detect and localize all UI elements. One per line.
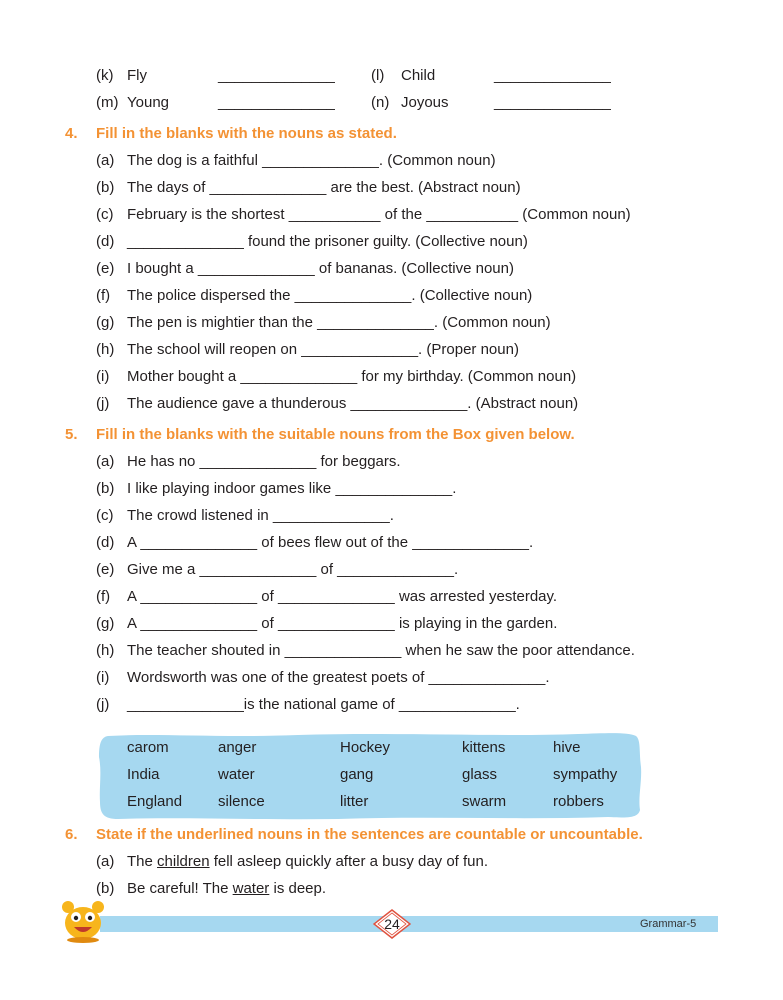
item-text: The dog is a faithful ______________. (Common noun) — [127, 152, 496, 169]
item-label: (j) — [96, 696, 110, 713]
box-word: glass — [462, 766, 498, 783]
item-label: (i) — [96, 669, 110, 686]
answer-blank: ______________ — [218, 67, 335, 84]
item-label: (k) — [96, 67, 114, 84]
box-word: England — [127, 793, 183, 810]
section-number: 5. — [65, 426, 78, 443]
item-label: (b) — [96, 179, 115, 196]
item-text — [127, 852, 488, 872]
item-word: Joyous — [401, 94, 449, 111]
item-text: ______________is the national game of ______________. — [127, 696, 520, 713]
item-text: The police dispersed the ______________. (Collective noun) — [127, 287, 533, 304]
item-label: (l) — [371, 67, 385, 84]
item-label: (g) — [96, 314, 115, 331]
item-label: (c) — [96, 206, 114, 223]
box-word: swarm — [462, 793, 507, 810]
item-text: I like playing indoor games like ______________. — [127, 480, 457, 497]
answer-blank: ______________ — [494, 67, 611, 84]
item-word: Young — [127, 94, 169, 111]
item-label: (j) — [96, 395, 110, 412]
item-label: (a) — [96, 152, 115, 169]
item-text: The school will reopen on ______________. (Proper noun) — [127, 341, 519, 358]
item-label: (e) — [96, 561, 115, 578]
box-word: Hockey — [340, 739, 391, 756]
item-label: (m) — [96, 94, 119, 111]
item-label: (a) — [96, 453, 115, 470]
item-text: A ______________ of ______________ is playing in the garden. — [127, 615, 558, 632]
item-text: The audience gave a thunderous ______________. (Abstract noun) — [127, 395, 579, 412]
item-label: (e) — [96, 260, 115, 277]
item-label: (b) — [96, 480, 115, 497]
item-label: (g) — [96, 615, 115, 632]
item-text: I bought a ______________ of bananas. (Collective noun) — [127, 260, 514, 277]
item-label: (a) — [96, 853, 115, 870]
item-word: Child — [401, 67, 436, 84]
item-text: Give me a ______________ of ______________. — [127, 561, 459, 578]
item-label: (d) — [96, 233, 115, 250]
item-text: Mother bought a ______________ for my birthday. (Common noun) — [127, 368, 577, 385]
item-label: (h) — [96, 341, 115, 358]
text-before: The — [127, 853, 158, 870]
item-text — [127, 879, 326, 899]
box-word: silence — [218, 793, 265, 810]
answer-blank: ______________ — [494, 94, 611, 111]
word-box — [98, 732, 642, 820]
item-text: A ______________ of bees flew out of the ______________. — [127, 534, 534, 551]
item-label: (f) — [96, 287, 111, 304]
item-label: (n) — [371, 94, 390, 111]
item-label: (i) — [96, 368, 110, 385]
box-word: robbers — [553, 793, 604, 810]
item-text: The teacher shouted in ______________ when he saw the poor attendance. — [127, 642, 635, 659]
item-label: (b) — [96, 880, 115, 897]
box-word: sympathy — [553, 766, 618, 783]
box-word: gang — [340, 766, 374, 783]
box-word: litter — [340, 793, 369, 810]
item-label: (d) — [96, 534, 115, 551]
box-word: carom — [127, 739, 169, 756]
item-text: The pen is mightier than the ______________. (Common noun) — [127, 314, 551, 331]
section-number: 6. — [65, 826, 78, 843]
page-number: 24 — [384, 916, 400, 932]
box-word: anger — [218, 739, 257, 756]
underlined-noun: children — [157, 853, 210, 870]
item-label: (f) — [96, 588, 111, 605]
item-label: (c) — [96, 507, 114, 524]
text-after: fell asleep quickly after a busy day of fun. — [209, 853, 489, 870]
item-word: Fly — [127, 67, 147, 84]
underlined-noun: water — [232, 880, 270, 897]
box-word: India — [127, 766, 160, 783]
item-text: February is the shortest ___________ of the ___________ (Common noun) — [127, 206, 631, 223]
item-text: ______________ found the prisoner guilty. (Collective noun) — [127, 233, 528, 250]
item-text: A ______________ of ______________ was arrested yesterday. — [127, 588, 558, 605]
item-text: Wordsworth was one of the greatest poets of ______________. — [127, 669, 550, 686]
book-label: Grammar-5 — [640, 918, 697, 930]
item-text: The days of ______________ are the best. (Abstract noun) — [127, 179, 521, 196]
section-title: State if the underlined nouns in the sentences are countable or uncountable. — [96, 826, 643, 843]
answer-blank: ______________ — [218, 94, 335, 111]
text-before: Be careful! The — [127, 880, 233, 897]
section-title: Fill in the blanks with the nouns as stated. — [96, 125, 397, 142]
box-word: water — [218, 766, 255, 783]
item-text: The crowd listened in ______________. — [127, 507, 394, 524]
mascot-icon — [58, 893, 108, 943]
item-text: He has no ______________ for beggars. — [127, 453, 401, 470]
box-word: hive — [553, 739, 581, 756]
section-number: 4. — [65, 125, 78, 142]
text-after: is deep. — [269, 880, 327, 897]
box-word: kittens — [462, 739, 506, 756]
item-label: (h) — [96, 642, 115, 659]
section-title: Fill in the blanks with the suitable nouns from the Box given below. — [96, 426, 575, 443]
